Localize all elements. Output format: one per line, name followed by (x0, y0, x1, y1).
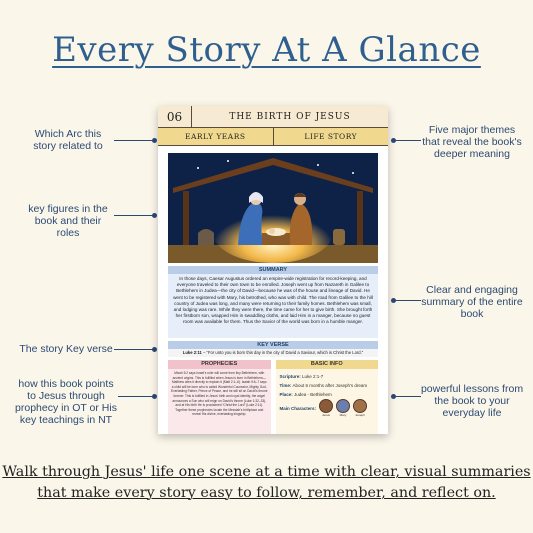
story-header (158, 106, 388, 128)
nativity-illustration (168, 153, 378, 263)
time-label: Time: (279, 383, 292, 388)
key-verse-text: – “For unto you is born this day in the city of David a Saviour, which is Christ the Lord.” (203, 350, 364, 355)
time-value: About 6 months after Joseph's dream (292, 383, 368, 388)
connector-line (393, 396, 421, 397)
character-name: Mary (339, 413, 347, 417)
character-name: Jesus (322, 413, 330, 417)
annotation-summary: Clear and engaging summary of the entire book (421, 284, 523, 320)
annotation-prophecy: how this book points to Jesus through prophecy in OT or His key teachings in NT (15, 378, 117, 426)
connector-dot (152, 394, 157, 399)
connector-dot (152, 213, 157, 218)
connector-line (393, 140, 421, 141)
annotation-arc: Which Arc this story related to (33, 128, 103, 152)
main-characters-label: Main Characters: (279, 405, 317, 411)
scripture-label: Scripture: (279, 374, 301, 379)
connector-dot (152, 138, 157, 143)
main-characters-row (280, 399, 375, 417)
scripture-row (280, 372, 375, 381)
story-number: 06 (158, 106, 192, 127)
basic-info-section (276, 360, 379, 434)
story-category: LIFE STORY (304, 132, 358, 141)
key-verse-ref: Luke 2:11 (182, 350, 202, 355)
footer-tagline (0, 462, 533, 504)
avatar (336, 399, 350, 417)
scripture-value: Luke 2:1-7 (302, 374, 324, 379)
story-arc: EARLY YEARS (158, 128, 274, 145)
basic-info-body (276, 369, 379, 434)
story-subheader (158, 128, 388, 146)
connector-line (114, 140, 154, 141)
summary-text: In those days, Caesar Augustus ordered an empire-wide registration for record-keeping, and everyone traveled to their own town to be enrolled. Joseph went up from Nazareth in Galilee to Bethlehem in Judea—the city of David—because he was of the house and lineage of David. He went to be registered with Mary, his betrothed, who was with child. The road from Galilee to the hill country of Judea was long, and many were returning to their family homes. Bethlehem was small, and lodging was rare. While they were there, the time came for her to give birth. She brought forth her firstborn son, wrapped Him in swaddling cloths, and laid Him in a manger, because no guest room was available for them. Thus the Savior of the world was born in a humble manger. (168, 274, 378, 338)
avatar (353, 399, 367, 417)
bottom-sections (168, 360, 378, 434)
place-label: Place: (279, 392, 293, 397)
key-verse (168, 349, 378, 357)
time-row (280, 381, 375, 390)
character-name: Joseph (355, 413, 365, 417)
connector-line (393, 300, 421, 301)
annotation-lessons: powerful lessons from the book to your everyday life (420, 383, 524, 419)
avatar (319, 399, 333, 417)
prophecies-section (168, 360, 271, 434)
place-row (280, 390, 375, 399)
connector-line (114, 215, 154, 216)
annotation-key-verse: The story Key verse (19, 343, 113, 355)
summary-heading: SUMMARY (168, 266, 378, 274)
annotation-themes: Five major themes that reveal the book's deeper meaning (422, 124, 522, 160)
connector-dot (152, 347, 157, 352)
nativity-scene-icon (168, 153, 378, 263)
basic-info-heading: BASIC INFO (276, 360, 379, 369)
story-page (158, 106, 388, 434)
story-title: THE BIRTH OF JESUS (229, 112, 351, 122)
prophecies-heading: PROPHECIES (168, 360, 271, 369)
prophecies-text: Micah 5:2 says Israel's ruler will come from tiny Bethlehem, with ancient origins. This is fulfilled when Jesus is born in Bethlehem—Matthew cites it directly to explain it (Matt 2:1–6). Isaiah 9:6–7 says a child will be born who is called Wonderful Counselor, Mighty God, Everlasting Father, Prince of Peace, and he will sit on David's throne forever. This is fulfilled in Jesus' birth and royal identity, the angel announces a Son who will reign on David's throne (Luke 1:32–33), and at His birth He is proclaimed “Christ the Lord” (Luke 2:11). Together these prophecies locate the Messiah's birthplace and reveal His divine, everlasting kingship. (168, 369, 271, 434)
footer-text: Walk through Jesus' life one scene at a time with clear, visual summaries that make every story easy to follow, remember, and reflect on. (2, 464, 531, 501)
connector-line (114, 349, 154, 350)
key-verse-heading: KEY VERSE (168, 341, 378, 349)
annotation-key-figures: key figures in the book and their roles (28, 203, 108, 239)
connector-line (118, 396, 154, 397)
page-title: Every Story At A Glance (52, 30, 481, 70)
place-value: Judea - Bethlehem (294, 392, 332, 397)
